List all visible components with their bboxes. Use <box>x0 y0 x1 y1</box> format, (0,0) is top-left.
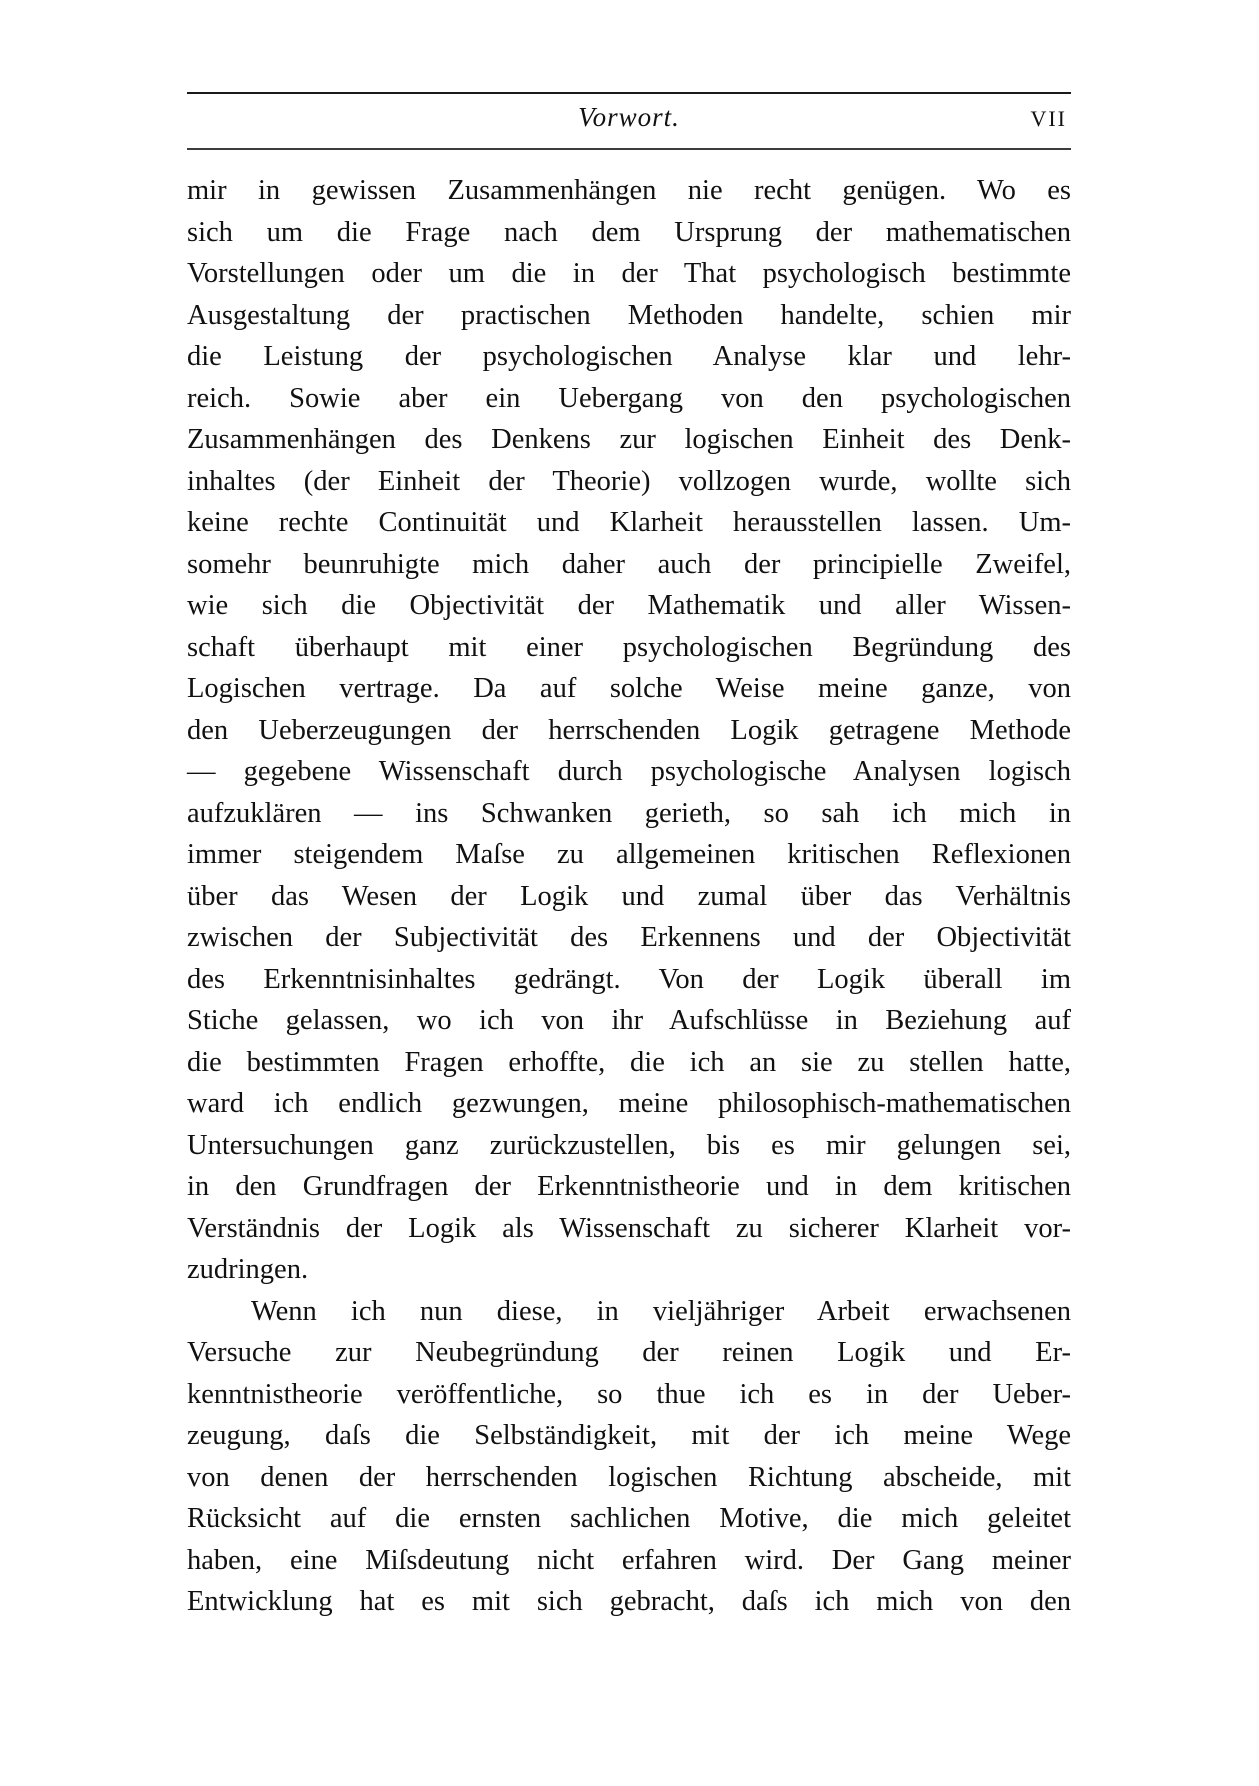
text-line: somehr beunruhigte mich daher auch der principielle Zweifel, <box>187 548 1071 580</box>
text-line: Logischen vertrage. Da auf solche Weise meine ganze, von <box>187 673 1071 704</box>
header-top-rule <box>187 92 1071 94</box>
text-line: keine rechte Continuität und Klarheit herausstellen lassen. Um- <box>187 507 1071 538</box>
text-line: — gegebene Wissenschaft durch psychologische Analysen logisch <box>187 756 1071 787</box>
text-line: über das Wesen der Logik und zumal über das Verhältnis <box>187 880 1071 912</box>
text-line: von denen der herrschenden logischen Richtung abscheide, mit <box>187 1461 1071 1493</box>
paragraph-first-line: Wenn ich nun diese, in vieljähriger Arbeit erwachsenen <box>251 1295 1071 1327</box>
text-line: Zusammenhängen des Denkens zur logischen Einheit des Denk- <box>187 424 1071 455</box>
text-line: mir in gewissen Zusammenhängen nie recht genügen. Wo es <box>187 175 1071 206</box>
running-head <box>187 100 1071 136</box>
running-head-title: Vorwort. <box>578 102 680 132</box>
text-line: Stiche gelassen, wo ich von ihr Aufschlüsse in Beziehung auf <box>187 1005 1071 1036</box>
body-text <box>187 170 1071 1623</box>
text-line: die Leistung der psychologischen Analyse klar und lehr- <box>187 341 1071 372</box>
text-line: Verständnis der Logik als Wissenschaft zu sicherer Klarheit vor- <box>187 1212 1071 1244</box>
text-line: sich um die Frage nach dem Ursprung der mathematischen <box>187 216 1071 248</box>
text-line: den Ueberzeugungen der herrschenden Logik getragene Methode <box>187 714 1071 746</box>
text-line: reich. Sowie aber ein Uebergang von den psychologischen <box>187 382 1071 414</box>
text-line: zwischen der Subjectivität des Erkennens und der Objectivität <box>187 922 1071 953</box>
text-line: die bestimmten Fragen erhoffte, die ich an sie zu stellen hatte, <box>187 1046 1071 1078</box>
text-line: Ausgestaltung der practischen Methoden handelte, schien mir <box>187 299 1071 331</box>
text-line: aufzuklären — ins Schwanken gerieth, so sah ich mich in <box>187 797 1071 829</box>
text-line: Versuche zur Neubegründung der reinen Logik und Er- <box>187 1337 1071 1368</box>
text-line: kenntnistheorie veröffentliche, so thue ich es in der Ueber- <box>187 1378 1071 1410</box>
text-line: inhaltes (der Einheit der Theorie) vollzogen wurde, wollte sich <box>187 465 1071 497</box>
header-bottom-rule <box>187 148 1071 150</box>
text-line: Vorstellungen oder um die in der That psychologisch bestimmte <box>187 258 1071 289</box>
text-line: wie sich die Objectivität der Mathematik und aller Wissen- <box>187 590 1071 621</box>
text-line: Untersuchungen ganz zurückzustellen, bis es mir gelungen sei, <box>187 1129 1071 1161</box>
text-line: haben, eine Miſsdeutung nicht erfahren wird. Der Gang meiner <box>187 1544 1071 1576</box>
text-line: Entwicklung hat es mit sich gebracht, daſs ich mich von den <box>187 1586 1071 1617</box>
page-number: VII <box>1030 106 1067 131</box>
text-line: zudringen. <box>187 1254 309 1285</box>
text-line: immer steigendem Maſse zu allgemeinen kritischen Reflexionen <box>187 839 1071 870</box>
text-line: Rücksicht auf die ernsten sachlichen Motive, die mich geleitet <box>187 1503 1071 1534</box>
text-line: zeugung, daſs die Selbständigkeit, mit der ich meine Wege <box>187 1420 1071 1451</box>
text-line: schaft überhaupt mit einer psychologischen Begründung des <box>187 631 1071 663</box>
text-line: in den Grundfragen der Erkenntnistheorie und in dem kritischen <box>187 1171 1071 1202</box>
text-line: des Erkenntnisinhaltes gedrängt. Von der Logik überall im <box>187 963 1071 995</box>
text-line: ward ich endlich gezwungen, meine philosophisch-mathematischen <box>187 1088 1071 1119</box>
